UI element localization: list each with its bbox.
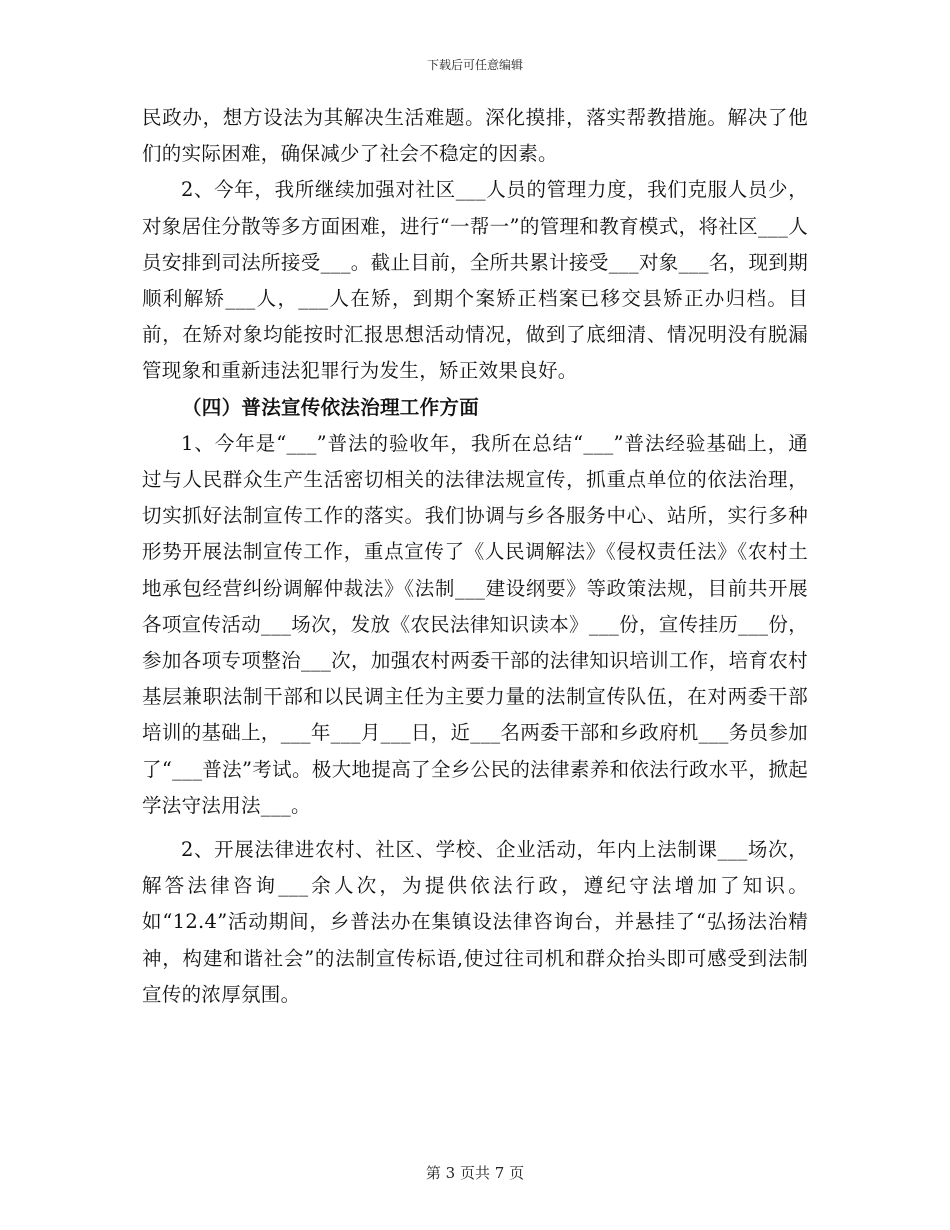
page-header: 下载后可任意编辑 [426, 58, 523, 72]
paragraph-continued: 民政办，想方设法为其解决生活难题。深化摸排，落实帮教措施。解决了他们的实际困难，确保减少了社会不稳定的因素。 [142, 106, 808, 166]
paragraph-community-correction: 2、今年，我所继续加强对社区___人员的管理力度，我们克服人员少，对象居住分散等多方面困难，进行“一帮一”的管理和教育模式，将社区___人员安排到司法所接受___。截止目前，全所共累计接受___对象___名，现到期顺利解矫___人，___人在矫，到期个案矫正档案已移交县矫正办归档。目前，在矫对象均能按时汇报思想活动情况，做到了底细清、情况明没有脱漏管现象和重新违法犯罪行为发生，矫正效果良好。 [142, 178, 808, 383]
document-body [142, 100, 808, 1013]
paragraph-law-activities: 2、开展法律进农村、社区、学校、企业活动，年内上法制课___场次，解答法律咨询___余人次，为提供依法行政，遵纪守法增加了知识。如“12.4”活动期间，乡普法办在集镇设法律咨询台，并悬挂了“弘扬法治精神，构建和谐社会”的法制宣传标语,使过往司机和群众抬头即可感受到法制宣传的浓厚氛围。 [142, 838, 808, 1006]
paragraph-legal-publicity: 1、今年是“___”普法的验收年，我所在总结“___”普法经验基础上，通过与人民群众生产生活密切相关的法律法规宣传，抓重点单位的依法治理，切实抓好法制宣传工作的落实。我们协调与乡各服务中心、站所，实行多种形势开展法制宣传工作，重点宣传了《人民调解法》《侵权责任法》《农村土地承包经营纠纷调解仲裁法》《法制___建设纲要》等政策法规，目前共开展各项宣传活动___场次，发放《农民法律知识读本》___份，宣传挂历___份，参加各项专项整治___次，加强农村两委干部的法律知识培训工作，培育农村基层兼职法制干部和以民调主任为主要力量的法制宣传队伍，在对两委干部培训的基础上，___年___月___日，近___名两委干部和乡政府机___务员参加了“___普法”考试。极大地提高了全乡公民的法律素养和依法行政水平，掀起学法守法用法___。 [142, 431, 808, 817]
section-heading: （四）普法宣传依法治理工作方面 [182, 395, 480, 419]
paragraph-spacer [142, 824, 808, 832]
page-footer: 第 3 页共 7 页 [425, 1164, 525, 1182]
